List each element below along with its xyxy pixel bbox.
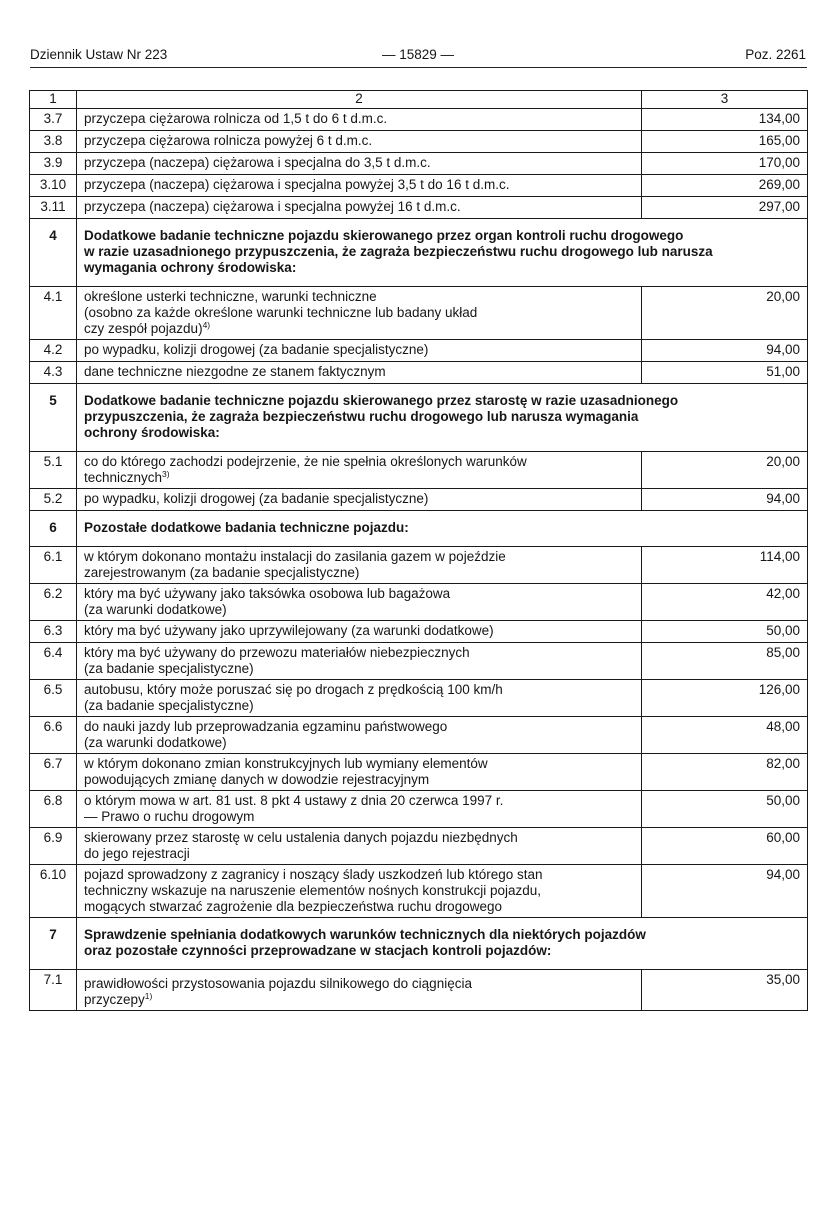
fee-amount: 94,00 [642,489,808,511]
table-row [30,362,808,384]
description-line: prawidłowości przystosowania pojazdu silnikowego do ciągnięcia [84,976,472,991]
description-line: oraz pozostałe czynności przeprowadzane w stacjach kontroli pojazdów: [84,943,552,958]
item-number: 6.4 [30,643,77,680]
column-number: 2 [77,91,642,109]
journal-title: Dziennik Ustaw Nr 223 [30,47,168,62]
description-line: po wypadku, kolizji drogowej (za badanie specjalistyczne) [84,491,429,506]
item-number: 3.9 [30,153,77,175]
fee-amount: 114,00 [642,547,808,584]
item-description [77,153,642,175]
item-number: 6.6 [30,717,77,754]
description-line: Pozostałe dodatkowe badania techniczne pojazdu: [84,520,409,535]
description-line: powodujących zmianę danych w dowodzie rejestracyjnym [84,772,430,787]
item-description [77,717,642,754]
fee-amount: 269,00 [642,175,808,197]
page-number: — 15829 — [381,47,455,62]
item-description [77,362,642,384]
description-line: przyczepy [84,992,145,1007]
description-line: skierowany przez starostę w celu ustalenia danych pojazdu niezbędnych [84,830,518,845]
item-description [77,584,642,621]
description-line: — Prawo o ruchu drogowym [84,809,255,824]
description-line: co do którego zachodzi podejrzenie, że nie spełnia określonych warunków [84,454,527,469]
section-row [30,219,808,287]
table-row [30,197,808,219]
table-row [30,489,808,511]
item-description [77,340,642,362]
item-description [77,754,642,791]
description-line: mogących stwarzać zagrożenie dla bezpieczeństwa ruchu drogowego [84,899,502,914]
fee-amount: 50,00 [642,621,808,643]
table-row [30,153,808,175]
description-line: do nauki jazdy lub przeprowadzania egzaminu państwowego [84,719,448,734]
fees-table [29,90,808,1011]
item-number: 3.10 [30,175,77,197]
page-header [30,47,806,65]
description-line: ochrony środowiska: [84,425,220,440]
description-line: czy zespół pojazdu) [84,321,203,336]
table-row [30,828,808,865]
item-description [77,970,642,1011]
item-number: 7.1 [30,970,77,1011]
section-title [77,219,808,287]
description-line: (za badanie specjalistyczne) [84,661,254,676]
description-line: technicznych [84,470,163,485]
column-number: 3 [642,91,808,109]
fee-amount: 165,00 [642,131,808,153]
section-row [30,511,808,547]
description-line: który ma być używany jako taksówka osobowa lub bagażowa [84,586,451,601]
item-description [77,621,642,643]
fee-amount: 134,00 [642,109,808,131]
fee-amount: 48,00 [642,717,808,754]
description-line: przyczepa (naczepa) ciężarowa i specjalna powyżej 3,5 t do 16 t d.m.c. [84,177,510,192]
table-row [30,175,808,197]
fee-amount: 60,00 [642,828,808,865]
table-row [30,643,808,680]
description-line: określone usterki techniczne, warunki techniczne [84,289,377,304]
section-row [30,918,808,970]
description-line: przyczepa (naczepa) ciężarowa i specjalna powyżej 16 t d.m.c. [84,199,461,214]
description-line: zarejestrowanym (za badanie specjalistyczne) [84,565,360,580]
fee-amount: 20,00 [642,287,808,340]
item-description [77,175,642,197]
item-description [77,643,642,680]
fee-amount: 35,00 [642,970,808,1011]
footnote-ref: 4) [202,320,211,330]
table-row [30,584,808,621]
description-line: (za badanie specjalistyczne) [84,698,254,713]
item-description [77,109,642,131]
table-row [30,109,808,131]
fee-amount: 51,00 [642,362,808,384]
fee-amount: 50,00 [642,791,808,828]
table-row [30,131,808,153]
table-row [30,287,808,340]
description-line: (osobno za każde określone warunki techniczne lub badany układ [84,305,478,320]
item-description [77,131,642,153]
item-number: 6.8 [30,791,77,828]
item-number: 7 [30,918,77,970]
section-row [30,384,808,452]
description-line: techniczny wskazuje na naruszenie elementów nośnych konstrukcji pojazdu, [84,883,541,898]
item-number: 3.11 [30,197,77,219]
item-number: 6.5 [30,680,77,717]
fee-amount: 297,00 [642,197,808,219]
table-row [30,865,808,918]
item-number: 6.10 [30,865,77,918]
item-number: 6.1 [30,547,77,584]
item-number: 6.7 [30,754,77,791]
table-row [30,754,808,791]
description-line: przyczepa ciężarowa rolnicza od 1,5 t do 6 t d.m.c. [84,111,388,126]
description-line: po wypadku, kolizji drogowej (za badanie specjalistyczne) [84,342,429,357]
description-line: w którym dokonano zmian konstrukcyjnych lub wymiany elementów [84,756,488,771]
item-number: 5.1 [30,452,77,489]
item-description [77,547,642,584]
fee-amount: 42,00 [642,584,808,621]
item-description [77,865,642,918]
item-description [77,489,642,511]
header-rule [30,67,807,68]
item-number: 5.2 [30,489,77,511]
table-row [30,717,808,754]
description-line: autobusu, który może poruszać się po drogach z prędkością 100 km/h [84,682,503,697]
fee-amount: 94,00 [642,865,808,918]
fee-amount: 20,00 [642,452,808,489]
item-number: 6.9 [30,828,77,865]
item-description [77,828,642,865]
description-line: (za warunki dodatkowe) [84,602,227,617]
table-row [30,452,808,489]
description-line: w którym dokonano montażu instalacji do zasilania gazem w pojeździe [84,549,506,564]
fee-amount: 170,00 [642,153,808,175]
item-number: 3.7 [30,109,77,131]
description-line: pojazd sprowadzony z zagranicy i noszący ślady uszkodzeń lub którego stan [84,867,543,882]
description-line: wymagania ochrony środowiska: [84,260,297,275]
table-row [30,340,808,362]
description-line: który ma być używany do przewozu materiałów niebezpiecznych [84,645,470,660]
item-description [77,197,642,219]
item-number: 4.1 [30,287,77,340]
description-line: do jego rejestracji [84,846,190,861]
item-description [77,680,642,717]
fee-amount: 94,00 [642,340,808,362]
item-description [77,452,642,489]
table-row [30,547,808,584]
item-number: 4 [30,219,77,287]
description-line: przyczepa ciężarowa rolnicza powyżej 6 t d.m.c. [84,133,373,148]
fee-amount: 85,00 [642,643,808,680]
footnote-ref: 1) [144,991,153,1001]
description-line: Sprawdzenie spełniania dodatkowych warunków technicznych dla niektórych pojazdów [84,927,646,942]
description-line: przyczepa (naczepa) ciężarowa i specjalna do 3,5 t d.m.c. [84,155,431,170]
column-number-row [30,91,808,109]
description-line: który ma być używany jako uprzywilejowany (za warunki dodatkowe) [84,623,494,638]
table-row [30,791,808,828]
footnote-ref: 3) [162,469,170,479]
fee-amount: 82,00 [642,754,808,791]
section-title [77,918,808,970]
table-row [30,621,808,643]
section-title [77,511,808,547]
table-row [30,970,808,1011]
item-number: 6 [30,511,77,547]
item-number: 4.3 [30,362,77,384]
position-number: Poz. 2261 [745,47,806,62]
column-number: 1 [30,91,77,109]
section-title [77,384,808,452]
description-line: Dodatkowe badanie techniczne pojazdu skierowanego przez starostę w razie uzasadnionego [84,393,679,408]
description-line: w razie uzasadnionego przypuszczenia, że zagraża bezpieczeństwu ruchu drogowego lub narusza [84,244,713,259]
fee-amount: 126,00 [642,680,808,717]
description-line: dane techniczne niezgodne ze stanem faktycznym [84,364,386,379]
item-description [77,287,642,340]
description-line: (za warunki dodatkowe) [84,735,227,750]
table-row [30,680,808,717]
item-number: 6.3 [30,621,77,643]
item-number: 6.2 [30,584,77,621]
item-number: 3.8 [30,131,77,153]
description-line: Dodatkowe badanie techniczne pojazdu skierowanego przez organ kontroli ruchu drogowego [84,228,684,243]
description-line: o którym mowa w art. 81 ust. 8 pkt 4 ustawy z dnia 20 czerwca 1997 r. [84,793,504,808]
item-number: 4.2 [30,340,77,362]
item-description [77,791,642,828]
item-number: 5 [30,384,77,452]
description-line: przypuszczenia, że zagraża bezpieczeństwu ruchu drogowego lub narusza wymagania [84,409,639,424]
